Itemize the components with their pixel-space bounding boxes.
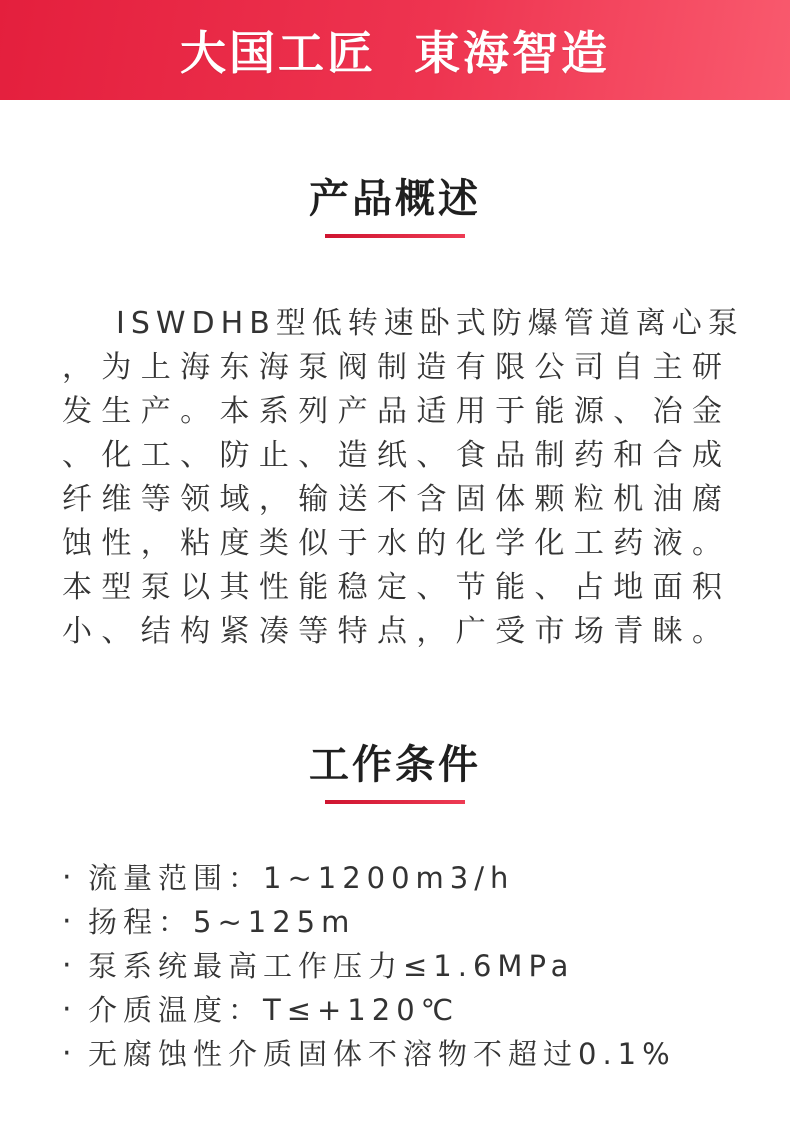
conditions-heading-underline bbox=[325, 800, 465, 804]
list-item bbox=[62, 944, 728, 988]
overview-line: 纤维等领域，输送不含固体颗粒机油腐 bbox=[62, 482, 728, 517]
overview-line: 、化工、防止、造纸、食品制药和合成 bbox=[62, 438, 728, 473]
section-conditions bbox=[0, 742, 790, 1076]
conditions-heading: 工作条件 bbox=[309, 742, 481, 788]
list-item-text: 无腐蚀性介质固体不溶物不超过0.1% bbox=[88, 1037, 676, 1071]
bullet-icon: · bbox=[62, 992, 72, 1027]
overview-line: ，为上海东海泵阀制造有限公司自主研 bbox=[62, 350, 728, 385]
list-item bbox=[62, 1032, 728, 1076]
list-item bbox=[62, 988, 728, 1032]
top-banner bbox=[0, 0, 790, 100]
overview-heading: 产品概述 bbox=[309, 176, 481, 222]
bullet-icon: · bbox=[62, 904, 72, 939]
bullet-icon: · bbox=[62, 860, 72, 895]
list-item-text: 扬程：5~125m bbox=[88, 905, 356, 939]
bullet-icon: · bbox=[62, 948, 72, 983]
list-item-text: 介质温度：T≤+120℃ bbox=[88, 993, 460, 1027]
section-overview bbox=[0, 176, 790, 654]
list-item bbox=[62, 856, 728, 900]
list-item bbox=[62, 900, 728, 944]
bullet-icon: · bbox=[62, 1036, 72, 1071]
overview-line: 小、结构紧凑等特点，广受市场青睐。 bbox=[62, 614, 728, 649]
conditions-list bbox=[62, 856, 728, 1076]
overview-line: ISWDHB型低转速卧式防爆管道离心泵 bbox=[116, 306, 744, 341]
banner-title: 大国工匠 東海智造 bbox=[179, 26, 611, 80]
overview-line: 发生产。本系列产品适用于能源、冶金 bbox=[62, 394, 728, 429]
list-item-text: 泵系统最高工作压力≤1.6MPa bbox=[88, 949, 575, 983]
overview-paragraph bbox=[62, 302, 744, 654]
overview-line: 本型泵以其性能稳定、节能、占地面积 bbox=[62, 570, 728, 605]
overview-heading-underline bbox=[325, 234, 465, 238]
list-item-text: 流量范围：1~1200m3/h bbox=[88, 861, 515, 895]
overview-line: 蚀性，粘度类似于水的化学化工药液。 bbox=[62, 526, 728, 561]
